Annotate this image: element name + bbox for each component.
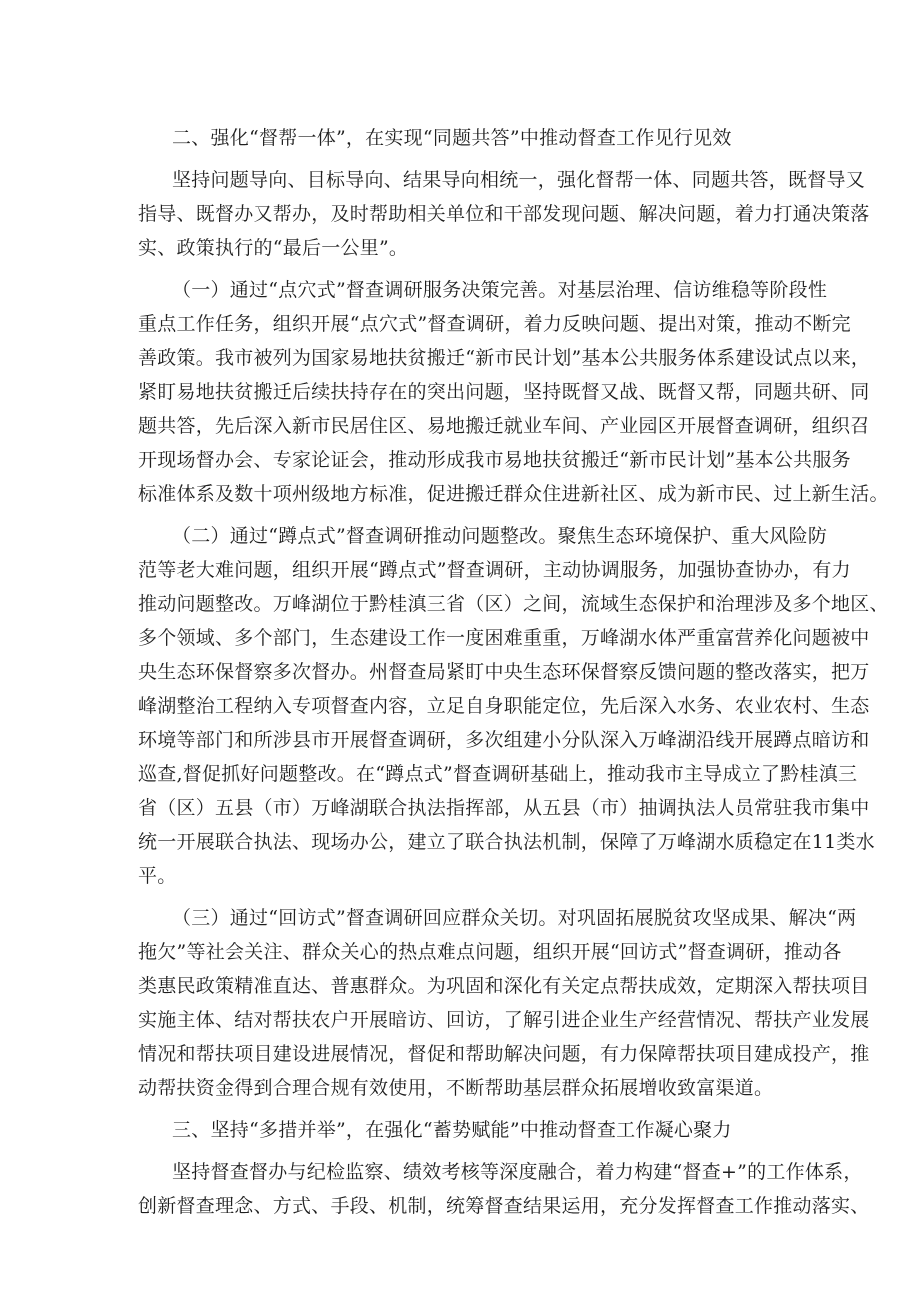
paragraph-line: 范等老大难问题，组织开展“蹲点式”督查调研，主动协调服务，加强协查协办，有力 bbox=[138, 559, 851, 581]
paragraph-line: 标准体系及数十项州级地方标准，促进搬迁群众住进新社区、成为新市民、过上新生活。 bbox=[138, 483, 889, 505]
paragraph-line: 央生态环保督察多次督办。州督查局紧盯中央生态环保督察反馈问题的整改落实，把万 bbox=[138, 661, 870, 683]
paragraph-line: 环境等部门和所涉县市开展督查调研，多次组建小分队深入万峰湖沿线开展蹲点暗访和 bbox=[138, 729, 870, 751]
paragraph-line: 类惠民政策精准直达、普惠群众。为巩固和深化有关定点帮扶成效，定期深入帮扶项目 bbox=[138, 975, 870, 997]
paragraph-line: 开现场督办会、专家论证会，推动形成我市易地扶贫搬迁“新市民计划”基本公共服务 bbox=[138, 449, 851, 471]
paragraph-line: 坚持督查督办与纪检监察、绩效考核等深度融合，着力构建“督查+”的工作体系， bbox=[172, 1161, 863, 1183]
paragraph-line: 实、政策执行的“最后一公里”。 bbox=[138, 237, 409, 259]
paragraph-line: 推动问题整改。万峰湖位于黔桂滇三省（区）之间，流域生态保护和治理涉及多个地区、 bbox=[138, 593, 889, 615]
paragraph-line: 题共答，先后深入新市民居住区、易地搬迁就业车间、产业园区开展督查调研，组织召 bbox=[138, 415, 870, 437]
paragraph-line: 坚持问题导向、目标导向、结果导向相统一，强化督帮一体、同题共答，既督导又 bbox=[172, 169, 866, 191]
paragraph-line: 紧盯易地扶贫搬迁后续扶持存在的突出问题，坚持既督又战、既督又帮，同题共研、同 bbox=[138, 381, 870, 403]
paragraph-line: 拖欠”等社会关注、群众关心的热点难点问题，组织开展“回访式”督查调研，推动各 bbox=[138, 941, 842, 963]
paragraph-line: 重点工作任务，组织开展“点穴式”督查调研，着力反映问题、提出对策，推动不断完 bbox=[138, 313, 851, 335]
paragraph-line: （三）通过“回访式”督查调研回应群众关切。对巩固拓展脱贫攻坚成果、解决“两 bbox=[172, 907, 857, 929]
paragraph-line: 情况和帮扶项目建设进展情况，督促和帮助解决问题，有力保障帮扶项目建成投产，推 bbox=[138, 1043, 870, 1065]
paragraph-line: 动帮扶资金得到合理合规有效使用，不断帮助基层群众拓展增收致富渠道。 bbox=[138, 1077, 774, 1099]
paragraph-line: （一）通过“点穴式”督查调研服务决策完善。对基层治理、信访维稳等阶段性 bbox=[172, 279, 828, 301]
paragraph-line: 省（区）五县（市）万峰湖联合执法指挥部，从五县（市）抽调执法人员常驻我市集中 bbox=[138, 797, 870, 819]
paragraph-line: 指导、既督办又帮办，及时帮助相关单位和干部发现问题、解决问题，着力打通决策落 bbox=[138, 203, 870, 225]
section-heading-two: 二、强化“督帮一体”，在实现“同题共答”中推动督查工作见行见效 bbox=[172, 127, 732, 149]
paragraph-line: （二）通过“蹲点式”督查调研推动问题整改。聚焦生态环境保护、重大风险防 bbox=[172, 525, 828, 547]
paragraph-line: 实施主体、结对帮扶农户开展暗访、回访，了解引进企业生产经营情况、帮扶产业发展 bbox=[138, 1009, 870, 1031]
paragraph-line: 巡查,督促抓好问题整改。在“蹲点式”督查调研基础上，推动我市主导成立了黔桂滇三 bbox=[138, 763, 858, 785]
paragraph-line: 统一开展联合执法、现场办公，建立了联合执法机制，保障了万峰湖水质稳定在11类水 bbox=[138, 831, 875, 853]
section-heading-three: 三、坚持“多措并举”，在强化“蓄势赋能”中推动督查工作凝心聚力 bbox=[172, 1119, 732, 1141]
paragraph-line: 峰湖整治工程纳入专项督查内容，立足自身职能定位，先后深入水务、农业农村、生态 bbox=[138, 695, 870, 717]
paragraph-line: 创新督查理念、方式、手段、机制，统筹督查结果运用，充分发挥督查工作推动落实、 bbox=[138, 1195, 870, 1217]
paragraph-line: 善政策。我市被列为国家易地扶贫搬迁“新市民计划”基本公共服务体系建设试点以来， bbox=[138, 347, 871, 369]
paragraph-line: 多个领域、多个部门，生态建设工作一度困难重重，万峰湖水体严重富营养化问题被中 bbox=[138, 627, 870, 649]
paragraph-line: 平。 bbox=[138, 865, 177, 887]
